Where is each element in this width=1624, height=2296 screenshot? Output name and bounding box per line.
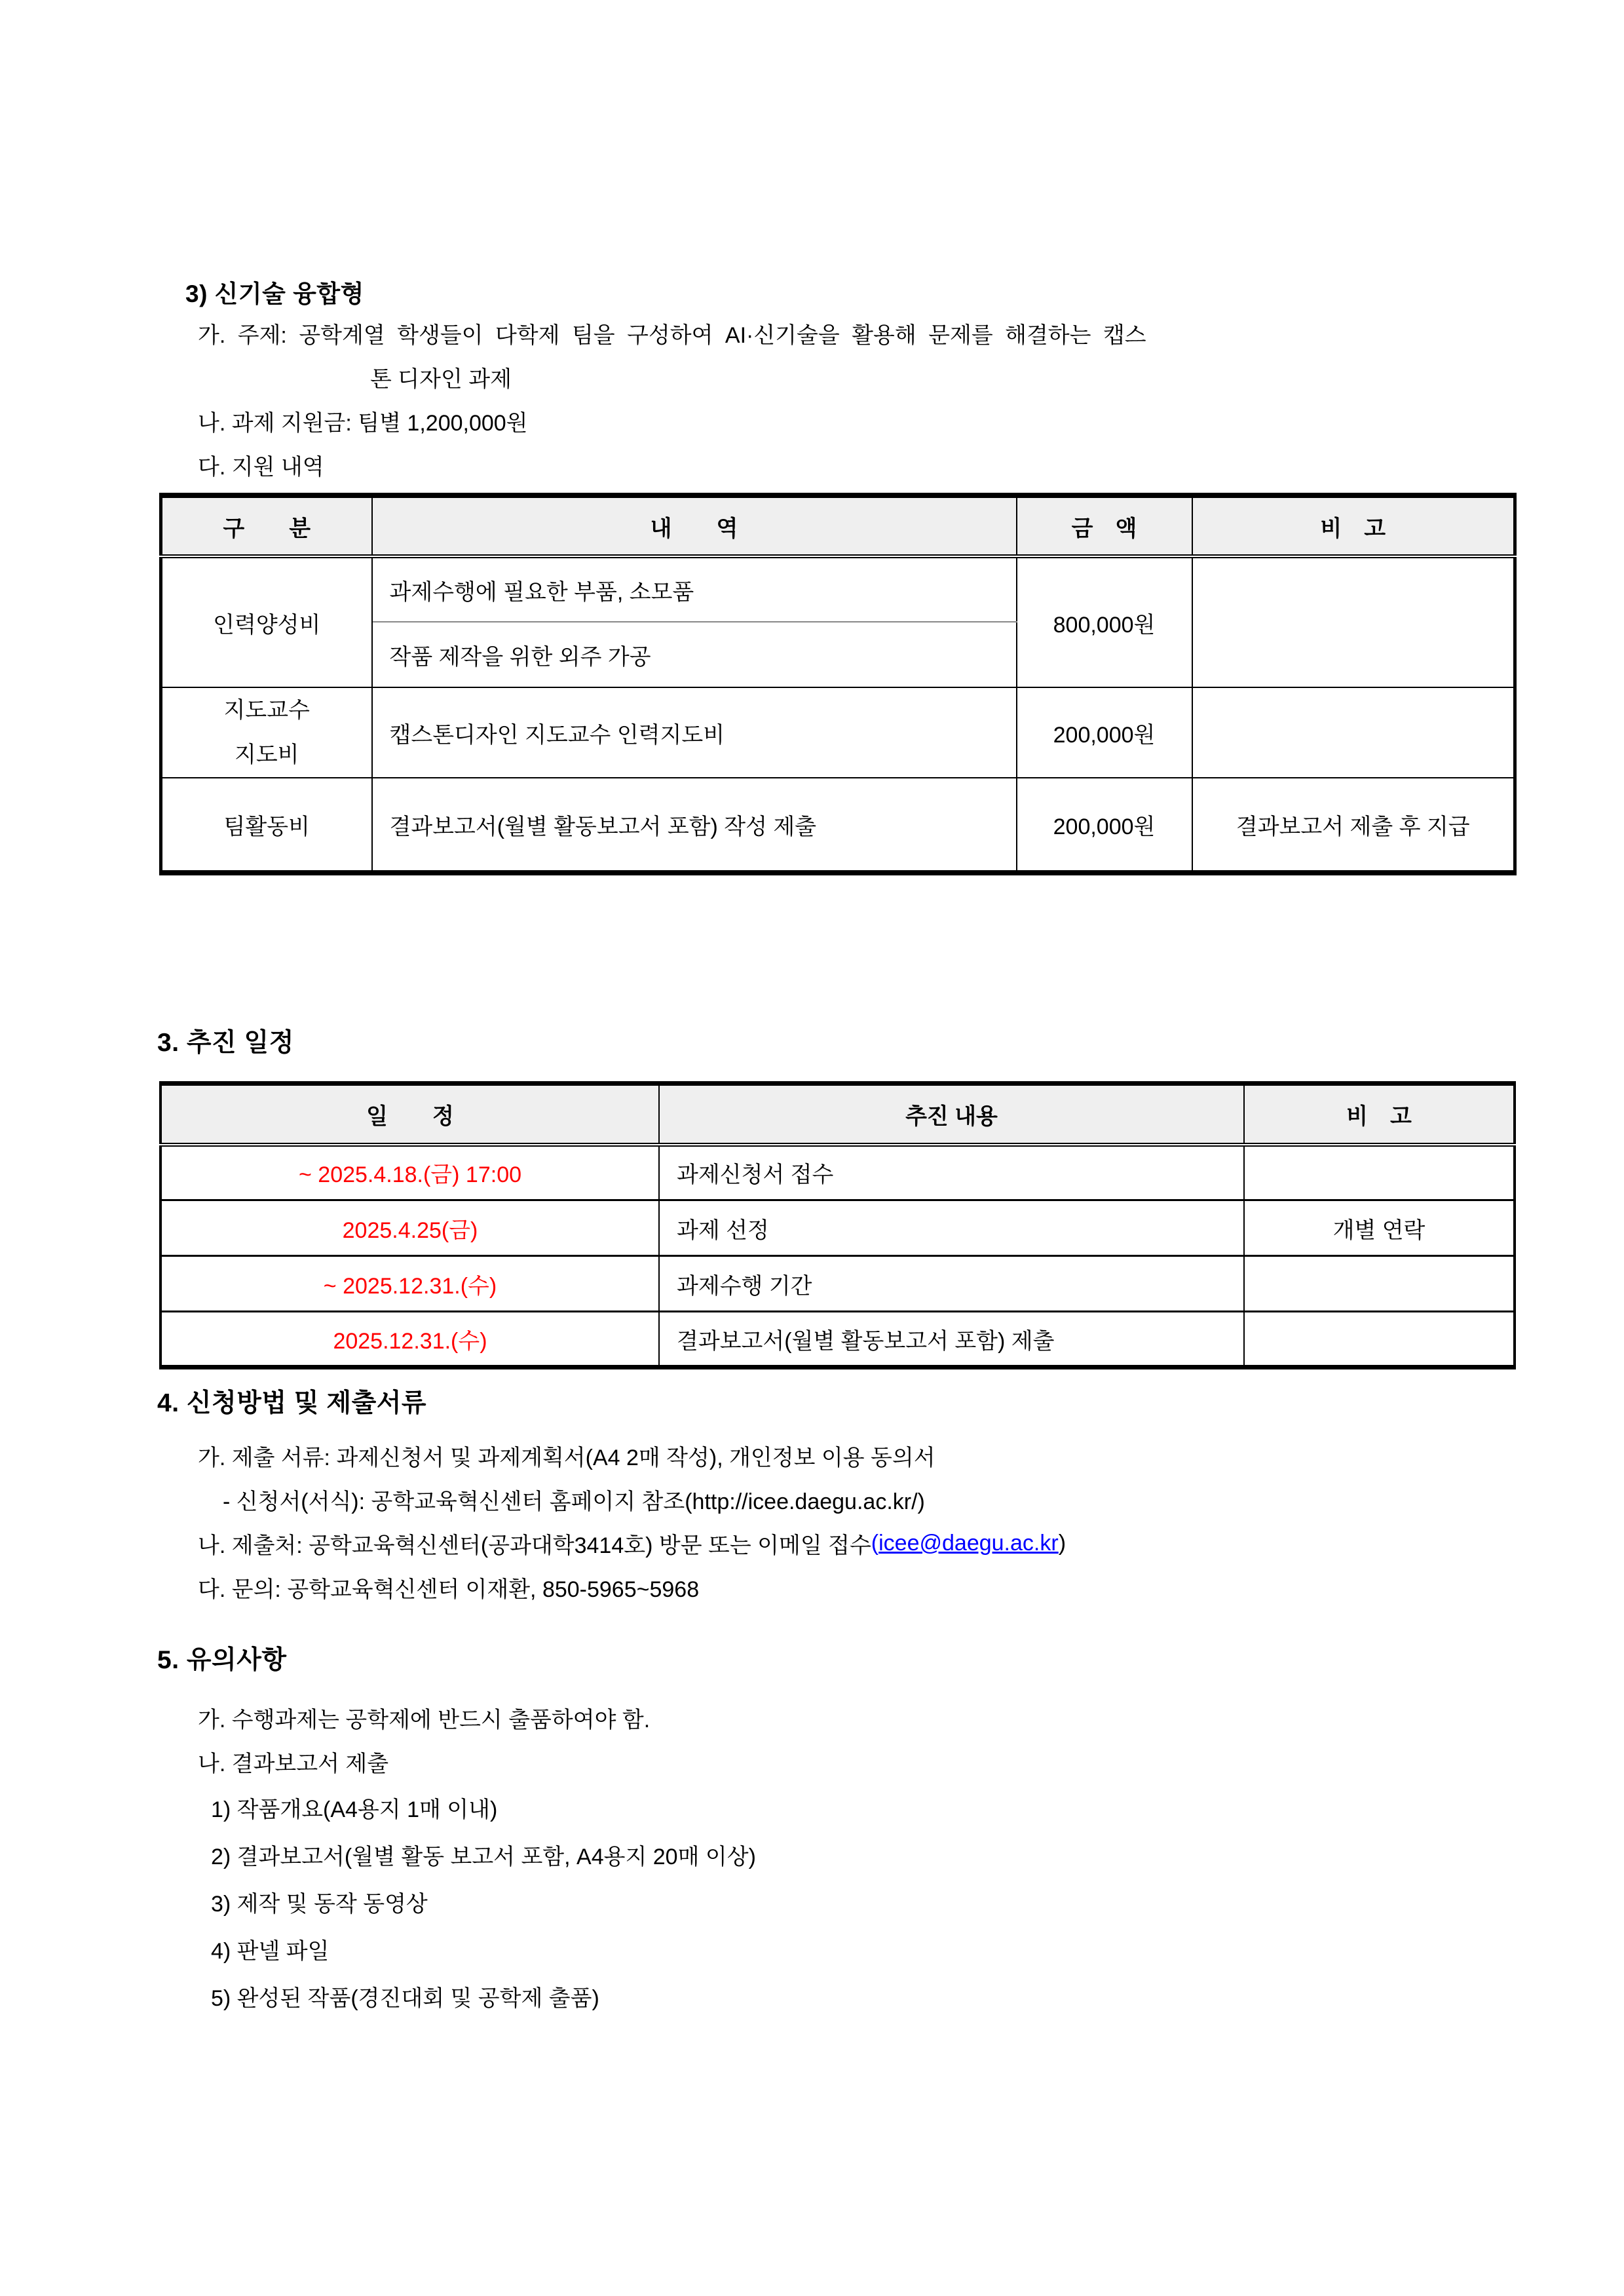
schedule-table	[159, 1081, 1516, 1369]
item-exhibit-requirement: 가. 수행과제는 공학제에 반드시 출품하여야 함.	[198, 1708, 651, 1732]
cell-note-sched4	[1244, 1312, 1515, 1368]
subsection3-heading: 3) 신기술 융합형	[185, 280, 364, 307]
cell-date-apply-deadline: ~ 2025.4.18.(금) 17:00	[161, 1145, 659, 1200]
section4-items	[198, 1434, 1515, 1609]
cell-content-report-submit: 결과보고서(월별 활동보고서 포함) 제출	[659, 1312, 1244, 1368]
cell-category-advisor	[161, 687, 372, 778]
cell-note-row1	[1192, 556, 1515, 687]
email-close-paren: )	[1058, 1531, 1067, 1556]
email-open-paren: (	[871, 1531, 879, 1556]
cell-detail-report: 결과보고서(월별 활동보고서 포함) 작성 제출	[372, 778, 1017, 873]
section4-heading: 4. 신청방법 및 제출서류	[157, 1389, 427, 1417]
item-final-report: 나. 결과보고서 제출	[198, 1751, 389, 1776]
item-application-form: - 신청서(서식): 공학교육혁신센터 홈페이지 참조(http://icee.daegu.ac.kr/)	[223, 1489, 925, 1514]
cell-detail-parts: 과제수행에 필요한 부품, 소모품	[372, 556, 1017, 622]
item-submission-place	[198, 1521, 1515, 1565]
section5-items	[198, 1696, 1515, 1784]
item-topic-line1: 가. 주제: 공학계열 학생들이 다학제 팀을 구성하여 AI·신기술을 활용해 문제를 해결하는 캡스	[198, 323, 1146, 348]
schedule-col-header-content: 추진 내용	[659, 1084, 1244, 1145]
subitem-video: 3) 제작 및 동작 동영상	[211, 1891, 428, 1917]
cell-note-individual-contact: 개별 연락	[1244, 1200, 1515, 1256]
item-contact: 다. 문의: 공학교육혁신센터 이재환, 850-5965~5968	[198, 1577, 700, 1602]
cell-detail-outsourcing: 작품 제작을 위한 외주 가공	[372, 622, 1017, 687]
schedule-col-header-note: 비 고	[1244, 1084, 1515, 1145]
cell-content-selection: 과제 선정	[659, 1200, 1244, 1256]
support-col-header-category: 구 분	[161, 495, 372, 556]
item-topic-line2: 톤 디자인 과제	[370, 367, 512, 392]
support-table	[159, 493, 1517, 875]
cell-content-apply: 과제신청서 접수	[659, 1145, 1244, 1200]
subitem-panel-file: 4) 판넬 파일	[211, 1938, 330, 1964]
cell-category-team-activity: 팀활동비	[161, 778, 372, 873]
cell-note-sched1	[1244, 1145, 1515, 1200]
item-submission-docs: 가. 제출 서류: 과제신청서 및 과제계획서(A4 2매 작성), 개인정보 이용 동의서	[198, 1445, 935, 1470]
item-support-detail: 다. 지원 내역	[198, 455, 324, 480]
email-link[interactable]: icee@daegu.ac.kr	[878, 1531, 1059, 1556]
support-col-header-detail: 내 역	[372, 495, 1017, 556]
subsection3-items	[198, 311, 1515, 487]
schedule-col-header-date: 일 정	[161, 1084, 659, 1145]
section5-sublist	[211, 1784, 1515, 2019]
cell-note-row2	[1192, 687, 1515, 778]
cell-date-selection: 2025.4.25(금)	[161, 1200, 659, 1256]
advisor-line1: 지도교수	[223, 698, 310, 723]
cell-category-training: 인력양성비	[161, 556, 372, 687]
cell-content-execution: 과제수행 기간	[659, 1256, 1244, 1312]
cell-note-after-report: 결과보고서 제출 후 지급	[1192, 778, 1515, 873]
section5-heading: 5. 유의사항	[157, 1646, 287, 1674]
cell-date-report-deadline: 2025.12.31.(수)	[161, 1312, 659, 1368]
cell-date-execution-period: ~ 2025.12.31.(수)	[161, 1256, 659, 1312]
submission-place-text: 나. 제출처: 공학교육혁신센터(공과대학3414호) 방문 또는 이메일 접수	[198, 1533, 871, 1558]
support-col-header-amount: 금 액	[1017, 495, 1192, 556]
support-col-header-note: 비 고	[1192, 495, 1515, 556]
cell-amount-200000-team: 200,000원	[1017, 778, 1192, 873]
item-grant: 나. 과제 지원금: 팀별 1,200,000원	[198, 411, 528, 436]
cell-amount-200000-advisor: 200,000원	[1017, 687, 1192, 778]
cell-note-sched3	[1244, 1256, 1515, 1312]
cell-amount-800000: 800,000원	[1017, 556, 1192, 687]
advisor-line2: 지도비	[234, 742, 299, 767]
subitem-overview: 1) 작품개요(A4용지 1매 이내)	[211, 1797, 498, 1822]
subitem-report: 2) 결과보고서(월별 활동 보고서 포함, A4용지 20매 이상)	[211, 1844, 756, 1869]
section3-schedule-heading: 3. 추진 일정	[157, 1029, 294, 1057]
cell-detail-advisor-fee: 캡스톤디자인 지도교수 인력지도비	[372, 687, 1017, 778]
subitem-completed-work: 5) 완성된 작품(경진대회 및 공학제 출품)	[211, 1985, 599, 2011]
